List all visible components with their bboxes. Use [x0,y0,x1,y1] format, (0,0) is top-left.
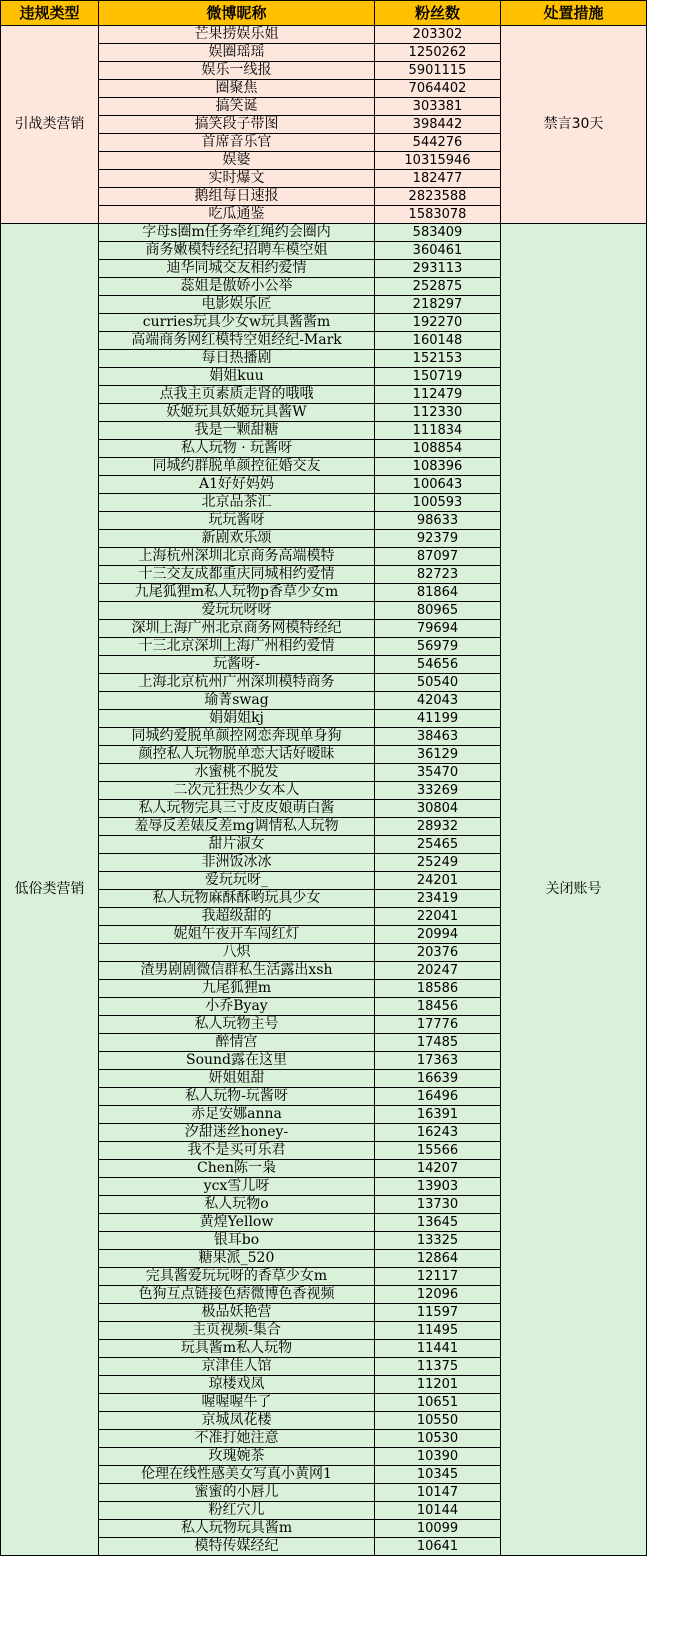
follower-count-cell: 24201 [375,872,501,890]
follower-count-cell: 80965 [375,602,501,620]
follower-count-cell: 112479 [375,386,501,404]
follower-count-cell: 17485 [375,1034,501,1052]
header-action: 处置措施 [501,1,647,26]
nickname-cell: 吃瓜通鉴 [99,206,375,224]
nickname-cell: 蜜蜜的小唇儿 [99,1484,375,1502]
follower-count-cell: 360461 [375,242,501,260]
nickname-cell: 玩具酱m私人玩物 [99,1340,375,1358]
follower-count-cell: 82723 [375,566,501,584]
nickname-cell: 色狗互点链接色痞微博色香视频 [99,1286,375,1304]
follower-count-cell: 108396 [375,458,501,476]
nickname-cell: 同城约群脱单颜控征婚交友 [99,458,375,476]
header-violation-type: 违规类型 [1,1,99,26]
follower-count-cell: 252875 [375,278,501,296]
follower-count-cell: 11201 [375,1376,501,1394]
follower-count-cell: 583409 [375,224,501,242]
nickname-cell: 九尾狐狸m [99,980,375,998]
follower-count-cell: 87097 [375,548,501,566]
nickname-cell: 不准打她注意 [99,1430,375,1448]
nickname-cell: 鹅组每日速报 [99,188,375,206]
follower-count-cell: 10144 [375,1502,501,1520]
violation-type-cell: 引战类营销 [1,26,99,224]
nickname-cell: 醉情宫 [99,1034,375,1052]
follower-count-cell: 10550 [375,1412,501,1430]
follower-count-cell: 16391 [375,1106,501,1124]
follower-count-cell: 10651 [375,1394,501,1412]
follower-count-cell: 11495 [375,1322,501,1340]
follower-count-cell: 15566 [375,1142,501,1160]
follower-count-cell: 544276 [375,134,501,152]
follower-count-cell: 2823588 [375,188,501,206]
follower-count-cell: 33269 [375,782,501,800]
follower-count-cell: 16243 [375,1124,501,1142]
follower-count-cell: 13903 [375,1178,501,1196]
follower-count-cell: 41199 [375,710,501,728]
follower-count-cell: 10641 [375,1538,501,1556]
nickname-cell: 琼楼戏凤 [99,1376,375,1394]
follower-count-cell: 30804 [375,800,501,818]
follower-count-cell: 11597 [375,1304,501,1322]
follower-count-cell: 10315946 [375,152,501,170]
nickname-cell: ycx雪儿呀 [99,1178,375,1196]
nickname-cell: 赤足安娜anna [99,1106,375,1124]
nickname-cell: 字母s圈m任务牵红绳约会圈内 [99,224,375,242]
follower-count-cell: 182477 [375,170,501,188]
nickname-cell: 私人玩物麻酥酥哟玩具少女 [99,890,375,908]
nickname-cell: 妍姐姐甜 [99,1070,375,1088]
nickname-cell: 娟娟姐kj [99,710,375,728]
follower-count-cell: 17776 [375,1016,501,1034]
follower-count-cell: 150719 [375,368,501,386]
follower-count-cell: 56979 [375,638,501,656]
follower-count-cell: 98633 [375,512,501,530]
nickname-cell: 完具酱爱玩玩呀的香草少女m [99,1268,375,1286]
nickname-cell: 娱婆 [99,152,375,170]
nickname-cell: 我是一颗甜糖 [99,422,375,440]
nickname-cell: 爱玩玩呀呀 [99,602,375,620]
nickname-cell: 娱乐一线报 [99,62,375,80]
nickname-cell: 私人玩物玩具酱m [99,1520,375,1538]
follower-count-cell: 50540 [375,674,501,692]
nickname-cell: 高端商务网红模特空姐经纪-Mark [99,332,375,350]
nickname-cell: 甜片淑女 [99,836,375,854]
follower-count-cell: 152153 [375,350,501,368]
nickname-cell: 上海北京杭州广州深圳模特商务 [99,674,375,692]
follower-count-cell: 10530 [375,1430,501,1448]
follower-count-cell: 13645 [375,1214,501,1232]
follower-count-cell: 203302 [375,26,501,44]
nickname-cell: 私人玩物 · 玩酱呀 [99,440,375,458]
nickname-cell: 搞笑诞 [99,98,375,116]
nickname-cell: 新剧欢乐颂 [99,530,375,548]
nickname-cell: 娟姐kuu [99,368,375,386]
follower-count-cell: 303381 [375,98,501,116]
nickname-cell: 电影娱乐匠 [99,296,375,314]
nickname-cell: 我不是买可乐君 [99,1142,375,1160]
nickname-cell: 喔喔喔牛了 [99,1394,375,1412]
nickname-cell: 每日热播剧 [99,350,375,368]
follower-count-cell: 36129 [375,746,501,764]
nickname-cell: 瑜菁swag [99,692,375,710]
follower-count-cell: 12117 [375,1268,501,1286]
nickname-cell: 北京品茶汇 [99,494,375,512]
nickname-cell: 水蜜桃不脱发 [99,764,375,782]
nickname-cell: 糖果派_520 [99,1250,375,1268]
follower-count-cell: 14207 [375,1160,501,1178]
follower-count-cell: 28932 [375,818,501,836]
follower-count-cell: 192270 [375,314,501,332]
header-weibo-nickname: 微博昵称 [99,1,375,26]
nickname-cell: 私人玩物完具三寸皮皮娘萌白酱 [99,800,375,818]
follower-count-cell: 10147 [375,1484,501,1502]
nickname-cell: 私人玩物-玩酱呀 [99,1088,375,1106]
follower-count-cell: 100593 [375,494,501,512]
follower-count-cell: 38463 [375,728,501,746]
nickname-cell: 妖姬玩具妖姬玩具酱W [99,404,375,422]
nickname-cell: 首席音乐官 [99,134,375,152]
nickname-cell: 极品妖艳营 [99,1304,375,1322]
follower-count-cell: 13730 [375,1196,501,1214]
follower-count-cell: 218297 [375,296,501,314]
follower-count-cell: 11375 [375,1358,501,1376]
header-follower-count: 粉丝数 [375,1,501,26]
action-cell: 关闭账号 [501,224,647,1556]
nickname-cell: 模特传媒经纪 [99,1538,375,1556]
follower-count-cell: 5901115 [375,62,501,80]
nickname-cell: 玫瑰婉茶 [99,1448,375,1466]
follower-count-cell: 10345 [375,1466,501,1484]
follower-count-cell: 20247 [375,962,501,980]
follower-count-cell: 25249 [375,854,501,872]
violation-type-cell: 低俗类营销 [1,224,99,1556]
nickname-cell: Sound露在这里 [99,1052,375,1070]
nickname-cell: 八炽 [99,944,375,962]
follower-count-cell: 18456 [375,998,501,1016]
nickname-cell: 九尾狐狸m私人玩物p香草少女m [99,584,375,602]
header-row [1,1,647,26]
nickname-cell: 十三北京深圳上海广州相约爱情 [99,638,375,656]
nickname-cell: 点我主页素质走肾的哦哦 [99,386,375,404]
nickname-cell: Chen陈一枭 [99,1160,375,1178]
follower-count-cell: 81864 [375,584,501,602]
nickname-cell: 主页视频-集合 [99,1322,375,1340]
follower-count-cell: 20994 [375,926,501,944]
follower-count-cell: 100643 [375,476,501,494]
follower-count-cell: 10099 [375,1520,501,1538]
follower-count-cell: 22041 [375,908,501,926]
nickname-cell: 同城约爱脱单颜控网恋奔现单身狗 [99,728,375,746]
table-row [1,26,647,44]
follower-count-cell: 111834 [375,422,501,440]
nickname-cell: 深圳上海广州北京商务网模特经纪 [99,620,375,638]
nickname-cell: 京津佳人馆 [99,1358,375,1376]
follower-count-cell: 398442 [375,116,501,134]
follower-count-cell: 12864 [375,1250,501,1268]
follower-count-cell: 10390 [375,1448,501,1466]
nickname-cell: 我超级甜的 [99,908,375,926]
nickname-cell: 实时爆文 [99,170,375,188]
follower-count-cell: 92379 [375,530,501,548]
nickname-cell: 伦理在线性感美女写真小黄网1 [99,1466,375,1484]
nickname-cell: 粉红穴儿 [99,1502,375,1520]
follower-count-cell: 7064402 [375,80,501,98]
nickname-cell: 搞笑段子带图 [99,116,375,134]
follower-count-cell: 1583078 [375,206,501,224]
nickname-cell: 蕊姐是傲娇小公举 [99,278,375,296]
nickname-cell: 妮姐午夜开车闯红灯 [99,926,375,944]
follower-count-cell: 160148 [375,332,501,350]
nickname-cell: 颜控私人玩物脱单恋大话好暧昧 [99,746,375,764]
nickname-cell: 商务嫩模特经纪招聘车模空姐 [99,242,375,260]
nickname-cell: 京城凤花楼 [99,1412,375,1430]
nickname-cell: 渣男剧剧微信群私生活露出xsh [99,962,375,980]
follower-count-cell: 13325 [375,1232,501,1250]
nickname-cell: 黄煌Yellow [99,1214,375,1232]
follower-count-cell: 17363 [375,1052,501,1070]
nickname-cell: 上海杭州深圳北京商务高端模特 [99,548,375,566]
nickname-cell: 爱玩玩呀_ [99,872,375,890]
nickname-cell: 圈聚焦 [99,80,375,98]
follower-count-cell: 11441 [375,1340,501,1358]
nickname-cell: 十三交友成都重庆同城相约爱情 [99,566,375,584]
nickname-cell: 二次元狂热少女本人 [99,782,375,800]
follower-count-cell: 25465 [375,836,501,854]
nickname-cell: 私人玩物o [99,1196,375,1214]
nickname-cell: A1好好妈妈 [99,476,375,494]
nickname-cell: 芒果捞娱乐姐 [99,26,375,44]
action-cell: 禁言30天 [501,26,647,224]
table-row [1,224,647,242]
nickname-cell: 银耳bo [99,1232,375,1250]
nickname-cell: 玩玩酱呀 [99,512,375,530]
follower-count-cell: 18586 [375,980,501,998]
follower-count-cell: 54656 [375,656,501,674]
follower-count-cell: 79694 [375,620,501,638]
table-body [1,26,647,1556]
nickname-cell: 玩酱呀- [99,656,375,674]
follower-count-cell: 16639 [375,1070,501,1088]
nickname-cell: 羞辱反差婊反差mg调情私人玩物 [99,818,375,836]
follower-count-cell: 12096 [375,1286,501,1304]
nickname-cell: 私人玩物主号 [99,1016,375,1034]
follower-count-cell: 293113 [375,260,501,278]
nickname-cell: 汐甜迷丝honey- [99,1124,375,1142]
follower-count-cell: 108854 [375,440,501,458]
nickname-cell: 迪华同城交友相约爱情 [99,260,375,278]
nickname-cell: 小乔Byay [99,998,375,1016]
follower-count-cell: 16496 [375,1088,501,1106]
nickname-cell: 娱圈瑶瑶 [99,44,375,62]
follower-count-cell: 35470 [375,764,501,782]
follower-count-cell: 42043 [375,692,501,710]
follower-count-cell: 1250262 [375,44,501,62]
follower-count-cell: 20376 [375,944,501,962]
follower-count-cell: 23419 [375,890,501,908]
nickname-cell: 非洲饭冰冰 [99,854,375,872]
nickname-cell: curries玩具少女w玩具酱酱m [99,314,375,332]
follower-count-cell: 112330 [375,404,501,422]
